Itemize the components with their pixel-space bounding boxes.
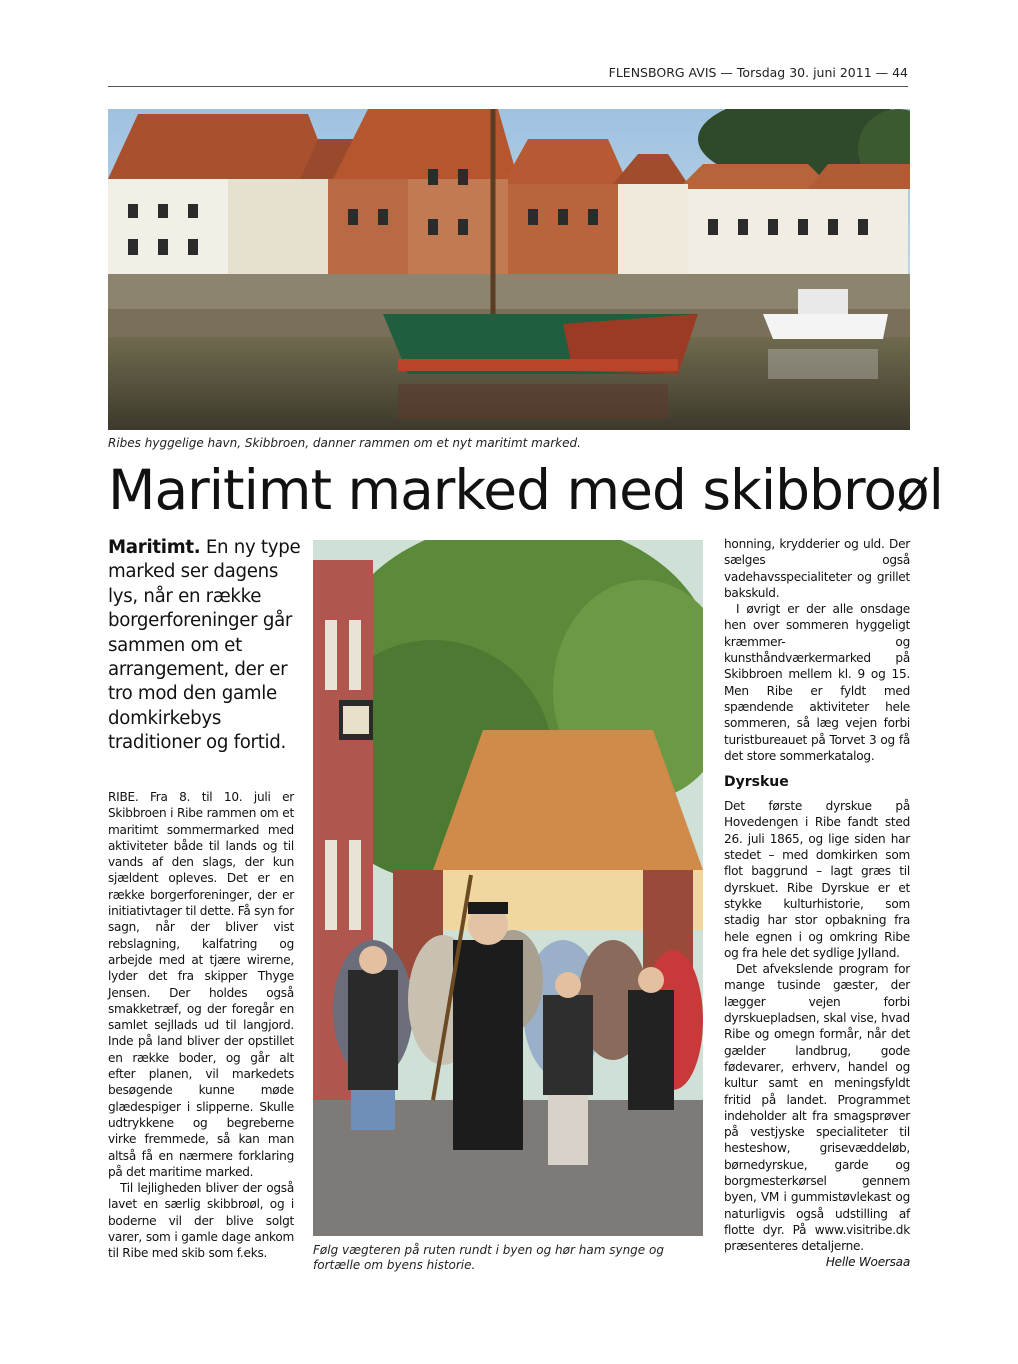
night-watchman-photo-illustration — [313, 540, 703, 1236]
harbour-photo-caption — [108, 436, 908, 451]
header-text: FLENSBORG AVIS — Torsdag 30. juni 2011 — 44 — [608, 65, 908, 80]
byline: Helle Woersaa — [825, 1255, 910, 1270]
night-watchman-photo — [313, 540, 703, 1236]
column-1 — [108, 789, 294, 1262]
column-1-paragraph: Til lejligheden bliver der også lavet en særlig skibbroøl, og i boderne vil der blive solgt varer, som i gamle dage ankom til Ribe med skib som f.eks. — [108, 1181, 294, 1261]
column-3-paragraph-text: Det afvekslende program for mange tusinde gæster, der lægger vejen forbi dyrskuepladsen, skal vise, hvad Ribe og omegn formår, når det gælder landbrug, gode fødevarer, erhverv, handel og kultur samt en meningsfyldt fritid på landet. Programmet indeholder alt fra smagsprøver på vestjyske specialiteter til hesteshow, grisevæddeløb, børnedyrskue, garde og borgmesterkørsel gennem byen, VM i gummistøvlekast og naturligvis også udstilling af flotte dyr. På www.visitribe.dk præsenteres detaljerne. — [724, 962, 910, 1254]
column-3 — [724, 536, 910, 1271]
page-header — [108, 64, 908, 87]
harbour-photo-illustration — [108, 109, 910, 430]
subhead-dyrskue: Dyrskue — [724, 774, 789, 791]
night-watchman-photo-caption-text: Følg vægteren på ruten rundt i byen og hør ham synge og fortælle om byens historie. — [313, 1243, 664, 1272]
column-1-paragraph: RIBE. Fra 8. til 10. juli er Skibbroen i Ribe rammen om et maritimt sommermarked med aktiviteter både til lands og til vands af den slags, der kun sjældent opleves. Det er en række borgerforeninger, der er initiativtager til dette. Få syn for sagn, når der bliver vist rebslagning, kalfatring og arbejde med at tjære wirerne, lyder det fra skipper Thyge Jensen. Der holdes også smakketræf, og der foregår en samlet sejllads ud til langjord. Inde på land bliver der opstillet en række boder, og går alt efter planen, vil markedets besøgende kunne møde glædespiger i slipperne. Skulle udtrykkene og begreberne virke fremmede, så kan man altså få en nærmere forklaring på det maritime marked. — [108, 790, 294, 1179]
harbour-photo-caption-text: Ribes hyggelige havn, Skibbroen, danner rammen om et nyt maritimt marked. — [108, 436, 581, 450]
lead-paragraph — [108, 536, 304, 756]
column-3-paragraph: honning, krydderier og uld. Der sælges også vadehavsspecialiteter og grillet bakskuld. — [724, 537, 910, 600]
column-3-paragraph: Det første dyrskue på Hovedengen i Ribe fandt sted 26. juli 1865, og lige siden har stedet – med domkirken som flot baggrund – lagt græs til dyrskuet. Ribe Dyrskue er et stykke kulturhistorie, som stadig har stor opbakning fra hele egnen i og omkring Ribe og fra hele det sydlige Jylland. — [724, 799, 910, 960]
headline: Maritimt marked med skibbroøl — [108, 458, 943, 522]
column-3-paragraph: I øvrigt er der alle onsdage hen over sommeren hyggeligt kræmmer- og kunsthåndværkermarked på Skibbroen mellem kl. 9 og 15. Men Ribe er fyldt med spændende aktiviteter hele sommeren, så læg vejen forbi turistbureauet på Torvet 3 og få det store sommerkatalog. — [724, 602, 910, 763]
night-watchman-photo-caption — [313, 1243, 703, 1273]
lead-kicker: Maritimt. — [108, 537, 201, 558]
lead-text: En ny type marked ser dagens lys, når en række borgerforeninger går sammen om et arrangement, der er tro mod den gamle domkirkebys traditioner og fortid. — [108, 537, 301, 754]
column-3-paragraph — [724, 961, 910, 1270]
harbour-photo — [108, 109, 910, 430]
